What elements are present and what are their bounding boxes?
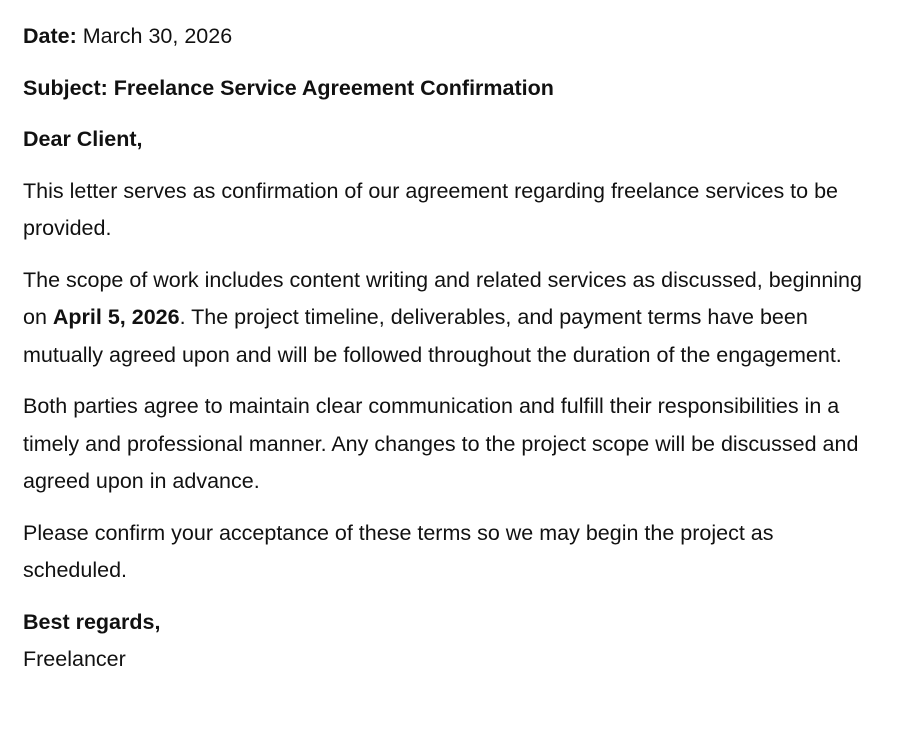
start-date: April 5, 2026	[52, 305, 180, 329]
scope-text-start: The scope of work includes content writing and related services as discussed, beginning on	[23, 267, 862, 329]
date-line	[23, 18, 876, 56]
date-label: Date:	[23, 24, 77, 48]
subject-line: Subject: Freelance Service Agreement Confirmation	[23, 75, 554, 100]
paragraph-acceptance: Please confirm your acceptance of these terms so we may begin the project as scheduled.	[23, 520, 774, 582]
paragraph-scope	[23, 262, 876, 375]
paragraph-responsibilities: Both parties agree to maintain clear communication and fulfill their responsibilities in a timely and professional manner. Any changes to the project scope will be discussed and agreed upon in advance.	[23, 394, 859, 493]
signature: Freelancer	[23, 647, 126, 671]
scope-text-end: . The project timeline, deliverables, and payment terms have been mutually agreed upon and will be followed throughout the duration of the engagement.	[23, 305, 842, 367]
salutation: Dear Client,	[23, 127, 143, 151]
closing: Best regards,	[23, 609, 161, 634]
date-value: March 30, 2026	[82, 24, 233, 48]
paragraph-confirmation: This letter serves as confirmation of our agreement regarding freelance services to be provided.	[23, 178, 839, 240]
